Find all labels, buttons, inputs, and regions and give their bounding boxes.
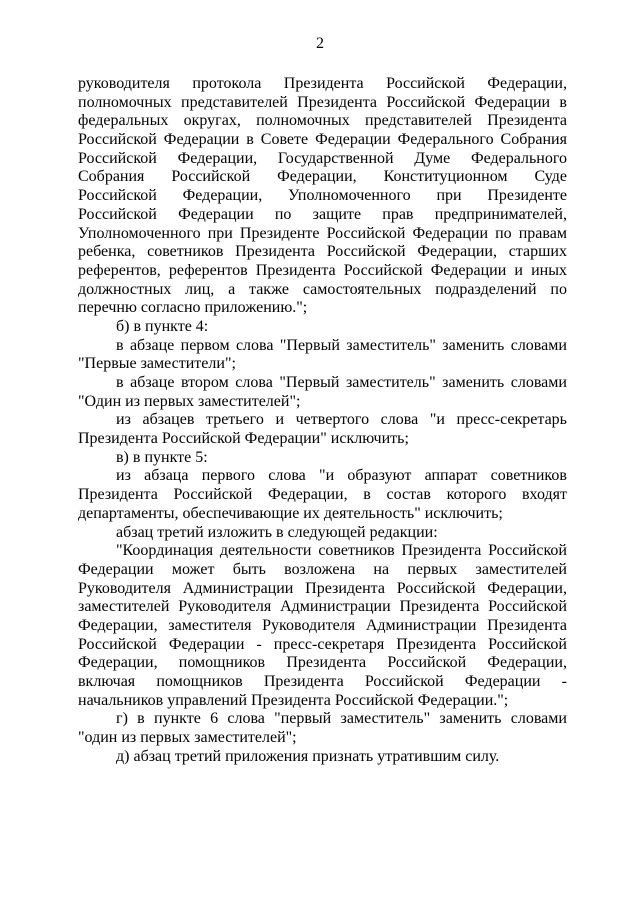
word: Российской	[173, 486, 253, 504]
text-line: д) абзац третий приложения признать утратившим силу.	[116, 747, 500, 765]
word: Российской	[364, 673, 444, 690]
word: Российской	[343, 261, 423, 279]
word: включая	[78, 673, 136, 690]
word: Президента	[235, 243, 315, 261]
word: заместителей	[78, 598, 170, 616]
text-line: б) в пункте 4:	[116, 317, 209, 335]
word: прав	[382, 205, 414, 223]
word: должностных	[78, 280, 172, 298]
word: и	[514, 261, 523, 279]
word: Руководителя	[262, 616, 356, 634]
word: федеральных	[78, 112, 169, 130]
text-line	[78, 542, 567, 561]
word: абзаце	[129, 336, 175, 354]
word: абзацев	[142, 411, 195, 429]
word: пресс-секретарь	[456, 411, 567, 429]
word: на	[373, 560, 390, 578]
word: Конституционном	[383, 168, 508, 186]
word: Собрания	[78, 168, 145, 186]
word: деятельности	[219, 542, 312, 560]
word: заместителя	[168, 616, 252, 634]
text-line	[78, 617, 567, 636]
word: по	[274, 205, 292, 223]
text-line	[78, 75, 567, 94]
word: Собрания	[500, 131, 567, 149]
word: третьего	[206, 411, 264, 429]
word: г)	[116, 710, 128, 728]
word: втором	[180, 374, 229, 391]
word: Российской	[386, 75, 465, 92]
word: Президента	[487, 112, 567, 130]
word: Российской	[488, 598, 567, 616]
text-line	[78, 112, 567, 131]
text-line	[78, 673, 567, 692]
word: Федерации,	[487, 75, 567, 92]
word: Государственной	[277, 149, 394, 167]
word: Российской	[171, 168, 251, 186]
word: руководителя	[78, 75, 170, 92]
text-line	[78, 411, 567, 430]
word: -	[256, 635, 262, 653]
word: аппарат	[424, 467, 478, 485]
text-line	[78, 225, 567, 244]
word: в	[137, 710, 145, 728]
word: слова	[268, 467, 306, 485]
word: лиц,	[185, 280, 215, 298]
word: Российской	[78, 187, 157, 205]
word: Федерации,	[277, 168, 357, 186]
word: Российской	[326, 224, 406, 242]
word: словами	[510, 374, 567, 391]
word: Федерации	[178, 205, 254, 223]
word: Президенте	[487, 187, 567, 205]
text-line	[78, 150, 567, 169]
word: Российской	[326, 243, 406, 261]
word: по	[550, 280, 567, 298]
word: заместитель"	[340, 710, 431, 728]
word: подразделений	[435, 280, 537, 298]
word: Российской	[387, 654, 467, 672]
text-line	[78, 636, 567, 655]
word: -	[561, 673, 567, 690]
word: Российской	[78, 149, 157, 167]
word: Федерации	[168, 635, 245, 653]
word: в	[116, 336, 124, 354]
word: заменить	[442, 374, 505, 391]
word: "Первый	[279, 336, 340, 354]
word: "и	[319, 467, 335, 485]
word: Президента	[283, 75, 364, 92]
word: в	[246, 131, 254, 149]
text-line	[78, 467, 567, 486]
text-line	[78, 187, 567, 206]
text-line	[78, 206, 567, 225]
word: словами	[510, 336, 567, 354]
word: Президента	[263, 673, 344, 690]
word: Российской	[386, 93, 466, 111]
word: Президента	[297, 93, 377, 111]
word: Президента	[487, 616, 567, 634]
text-line: начальников управлений Президента Российской Федерации.";	[78, 691, 509, 709]
word: четвертого	[295, 411, 370, 429]
word: Федерации	[474, 93, 551, 111]
word: Российской	[488, 542, 567, 560]
text-line	[78, 598, 567, 617]
text-line	[78, 281, 567, 300]
word: слова	[235, 374, 273, 391]
word: "и	[429, 411, 445, 429]
word: 6	[210, 710, 219, 728]
word: ребенка,	[78, 243, 136, 261]
text-line	[78, 710, 567, 729]
word: пункте	[154, 710, 201, 728]
text-line	[78, 337, 567, 356]
word: первых	[407, 560, 458, 578]
word: Российской	[78, 635, 157, 653]
text-line	[78, 262, 567, 281]
text-line: "один из первых заместителей";	[78, 729, 297, 747]
word: Уполномоченного	[78, 224, 201, 242]
word: полномочных	[256, 112, 350, 130]
word: советников	[318, 542, 395, 560]
word: Президента	[399, 598, 480, 616]
word: иных	[531, 261, 567, 279]
text-line: абзац третий изложить в следующей редакции:	[116, 523, 438, 541]
text-line	[78, 580, 567, 599]
document-body	[78, 75, 567, 766]
word: Федерального	[470, 149, 567, 167]
word: также	[249, 280, 290, 298]
word: при	[436, 187, 462, 205]
word: представителей	[181, 93, 288, 111]
word: Федерации	[163, 131, 240, 149]
text-line	[78, 168, 567, 187]
word: пресс-секретаря	[273, 635, 385, 653]
word: Федерации,	[177, 149, 258, 167]
word: правам	[518, 224, 567, 242]
word: и	[275, 411, 285, 429]
word: Президенте	[239, 224, 320, 242]
word: в	[116, 374, 124, 391]
word: "первый	[274, 710, 332, 728]
word: Федерации	[315, 131, 391, 149]
word: слова	[227, 710, 265, 728]
word: слова	[380, 411, 419, 429]
word: из	[116, 467, 131, 485]
word: Федерации,	[487, 654, 567, 672]
word: протокола	[192, 75, 262, 92]
word: помощников	[156, 673, 243, 690]
word: Руководителя	[178, 598, 272, 616]
word: Российской	[78, 205, 157, 223]
word: предпринимателей,	[434, 205, 567, 223]
word: словами	[510, 710, 567, 728]
word: заменить	[442, 336, 505, 354]
word: Федерации	[412, 224, 489, 242]
word: заместитель"	[345, 374, 436, 391]
word: Федерации,	[417, 243, 497, 261]
word: в	[559, 93, 567, 111]
word: быть	[232, 560, 266, 578]
word: Федерального	[397, 131, 494, 149]
word: "Первый	[279, 374, 340, 391]
text-line	[78, 486, 567, 505]
word: из	[116, 411, 131, 429]
word: Федерации,	[78, 616, 158, 634]
word: защите	[312, 205, 362, 223]
text-line	[78, 374, 567, 393]
word: которого	[446, 486, 507, 504]
word: при	[207, 224, 233, 242]
word: самостоятельных	[302, 280, 422, 298]
word: Российской	[78, 131, 157, 149]
word: Президента	[401, 542, 482, 560]
word: образуют	[347, 467, 412, 485]
word: Президента	[78, 486, 158, 504]
page-number: 2	[316, 35, 324, 52]
word: референтов	[168, 261, 248, 279]
word: Федерации	[430, 261, 507, 279]
word: Думе	[414, 149, 451, 167]
word: возложена	[284, 560, 356, 578]
word: Президента	[286, 654, 367, 672]
word: Уполномоченного	[287, 187, 411, 205]
word: а	[228, 280, 236, 298]
word: входят	[522, 486, 567, 504]
word: Федерации,	[182, 187, 263, 205]
word: Федерации	[464, 673, 541, 690]
word: Администрации	[182, 579, 294, 597]
word: Администрации	[365, 616, 477, 634]
text-line: Президента Российской Федерации" исключить;	[78, 430, 409, 448]
text-line: департаменты, обеспечивающие их деятельность" исключить;	[78, 504, 503, 522]
word: Федерации,	[78, 654, 158, 672]
text-line: "Первые заместители";	[78, 355, 236, 373]
text-line: в) в пункте 5:	[116, 448, 208, 466]
word: полномочных	[78, 93, 172, 111]
word: советников	[490, 467, 567, 485]
word: Президента	[396, 635, 477, 653]
word: Суде	[534, 168, 567, 186]
word: может	[171, 560, 215, 578]
word: первом	[180, 336, 230, 354]
word: референтов,	[78, 261, 161, 279]
word: помощников	[178, 654, 266, 672]
word: Российской	[396, 579, 476, 597]
word: Руководителя	[78, 579, 171, 597]
word: заместитель"	[346, 336, 436, 354]
text-line: перечню согласно приложению.";	[78, 299, 308, 317]
word: Федерации,	[268, 486, 348, 504]
word: советников	[147, 243, 224, 261]
text-line	[78, 131, 567, 150]
word: Федерации,	[487, 579, 567, 597]
word: "Координация	[116, 542, 214, 560]
word: первого	[201, 467, 255, 485]
text-line	[78, 654, 567, 673]
word: Федерации	[78, 560, 154, 578]
word: заместителей	[475, 560, 567, 578]
word: представителей	[365, 112, 472, 130]
word: абзаце	[130, 374, 175, 391]
text-line	[78, 561, 567, 580]
text-line: "Один из первых заместителей";	[78, 392, 301, 410]
word: по	[495, 224, 512, 242]
word: Совете	[260, 131, 309, 149]
word: слова	[235, 336, 274, 354]
word: состав	[386, 486, 431, 504]
text-line	[78, 243, 567, 262]
word: старших	[508, 243, 567, 261]
text-line	[78, 94, 567, 113]
word: Российской	[488, 635, 567, 653]
word: Президента	[305, 579, 385, 597]
word: округах,	[183, 112, 241, 130]
word: Президента	[255, 261, 336, 279]
word: абзаца	[144, 467, 189, 485]
word: в	[363, 486, 371, 504]
word: Администрации	[280, 598, 391, 616]
word: заменить	[439, 710, 502, 728]
